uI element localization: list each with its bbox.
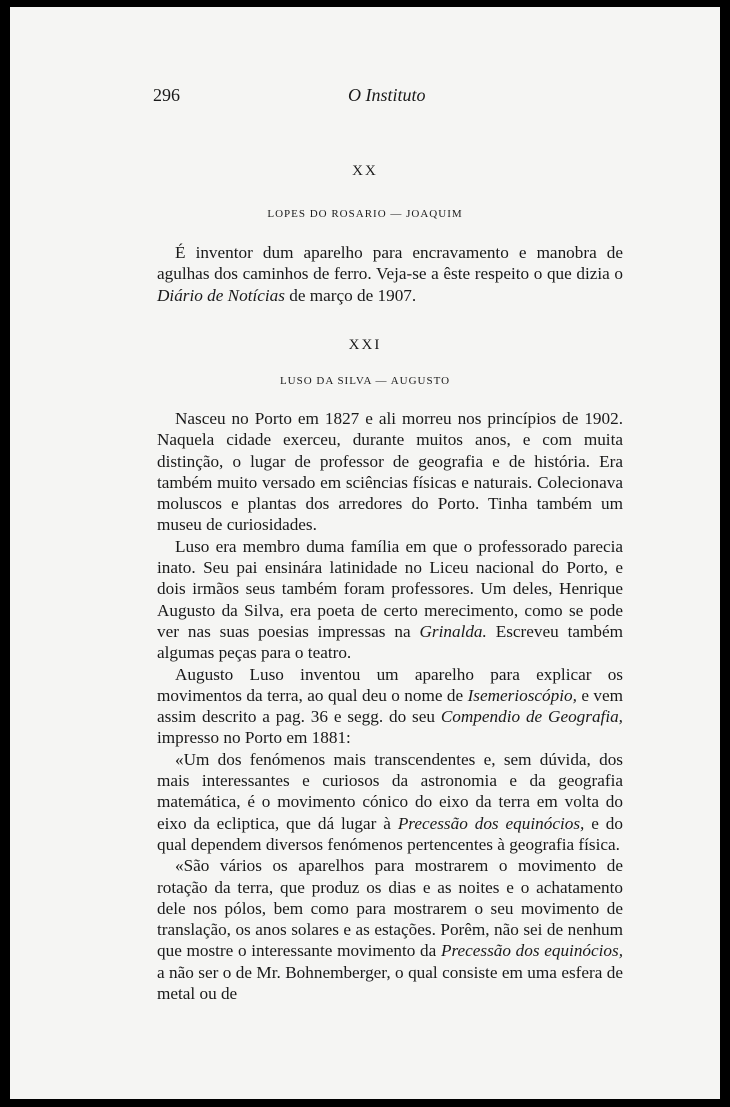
book-page bbox=[10, 7, 720, 1099]
paragraph: «São vários os aparelhos para mostrarem o movimento de rotação da terra, que produz os dias e as noites e o achatamento dele nos pólos, bem como para mostrarem o seu movimento de translação, os anos solares e as estações. Porêm, não sei de nenhum que mostre o interessante movimento da Precessão dos equinócios, a não ser o de Mr. Bohnemberger, o qual consiste em uma esfera de metal ou de bbox=[157, 856, 623, 1004]
paragraph: «Um dos fenómenos mais transcendentes e, sem dúvida, dos mais interessantes e curiosos da astronomia e da geografia matemática, é o movimento cónico do eixo da terra em volta do eixo da ecliptica, que dá lugar à Precessão dos equinócios, e do qual dependem diversos fenómenos pertencentes à geografia física. bbox=[157, 749, 623, 854]
section-number: XXI bbox=[348, 337, 382, 353]
paragraph: Nasceu no Porto em 1827 e ali morreu nos princípios de 1902. Naquela cidade exerceu, durante muitos anos, e com muita distinção, o lugar de professor de geografia e de história. Era também muito versado em sciências físicas e naturais. Colecionava moluscos e plantas dos arredores do Porto. Tinha também um museu de curiosidades. bbox=[157, 409, 623, 535]
section-body bbox=[157, 242, 623, 306]
page-number: 296 bbox=[153, 85, 180, 105]
section-body bbox=[157, 408, 623, 1004]
section-heading: LOPES DO ROSARIO — JOAQUIM bbox=[267, 208, 463, 220]
section-number: XX bbox=[352, 163, 378, 179]
paragraph: Luso era membro duma família em que o professorado parecia inato. Seu pai ensinára latinidade no Liceu nacional do Porto, e dois irmãos seus também foram professores. Um deles, Henrique Augusto da Silva, era poeta de certo merecimento, como se pode ver nas suas poesias impressas na Grinalda. Escreveu também algumas peças para o teatro. bbox=[157, 536, 623, 663]
paragraph: Augusto Luso inventou um aparelho para explicar os movimentos da terra, ao qual deu o nome de Isemerioscópio, e vem assim descrito a pag. 36 e segg. do seu Compendio de Geografia, impresso no Porto em 1881: bbox=[157, 664, 623, 748]
paragraph: É inventor dum aparelho para encravamento e manobra de agulhas dos caminhos de ferro. Veja-se a êste respeito o que dizia o Diário de Notícias de março de 1907. bbox=[157, 243, 623, 305]
section-heading: LUSO DA SILVA — AUGUSTO bbox=[279, 375, 451, 387]
page-header bbox=[153, 85, 593, 111]
running-title: O Instituto bbox=[348, 85, 426, 105]
